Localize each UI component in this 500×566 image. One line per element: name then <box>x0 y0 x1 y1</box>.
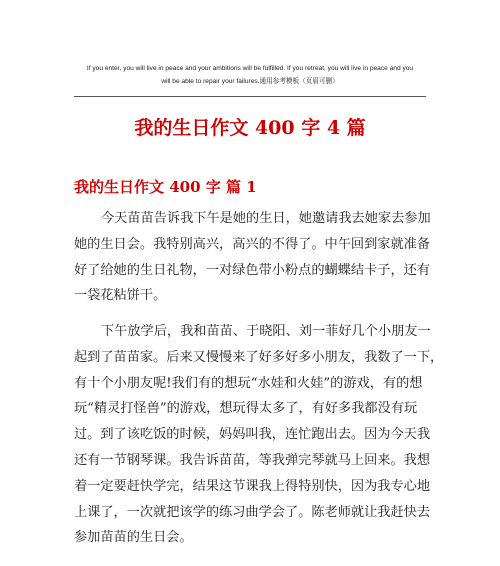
paragraph-line: 过。到了该吃饭的时候，妈妈叫我，连忙跑出去。因为今天我 <box>74 427 431 443</box>
header-divider <box>74 96 426 97</box>
paragraph-line: 一袋花粘饼干。 <box>74 288 167 304</box>
paragraph-line: 下午放学后，我和苗苗、于晓阳、刘一菲好几个小朋友一 <box>101 324 431 339</box>
paragraph-line: 玩“精灵打怪兽”的游戏，想玩得太多了，有好多我都没有玩 <box>74 401 418 417</box>
paragraph-line: 着一定要赶快学完，结果这节课我上得特别快，因为我专心地 <box>74 478 431 494</box>
paragraph-line: 起到了苗苗家。后来又慢慢来了好多好多小朋友，我数了一下， <box>74 349 444 365</box>
paragraph-2 <box>74 319 444 551</box>
section-title: 我的生日作文 400 字 篇 1 <box>74 178 257 196</box>
header-line-2: will be able to repair your failures.通用参考模板（页眉可删） <box>161 78 339 85</box>
document-title: 我的生日作文 400 字 4 篇 <box>134 117 366 139</box>
paragraph-line: 上课了，一次就把该学的练习曲学会了。陈老师就让我赶快去 <box>74 504 431 520</box>
paragraph-line: 参加苗苗的生日会。 <box>74 530 193 546</box>
header-line-1: If you enter, you will live in peace and your ambitions will be fulfilled. If you retreat, you will live in peace and you <box>86 65 414 72</box>
paragraph-1 <box>74 206 430 309</box>
paragraph-line: 好了给她的生日礼物，一对绿色带小粉点的蝴蝶结卡子，还有 <box>74 262 431 278</box>
paragraph-line: 今天苗苗告诉我下午是她的生日，她邀请我去她家去参加 <box>101 211 431 226</box>
paragraph-line: 还有一节钢琴课。我告诉苗苗，等我弹完琴就马上回来。我想 <box>74 452 431 468</box>
page-header <box>60 62 440 88</box>
paragraph-line: 有十个小朋友呢!我们有的想玩“水娃和火娃”的游戏，有的想 <box>74 375 423 391</box>
paragraph-line: 她的生日会。我特别高兴，高兴的不得了。中午回到家就准备 <box>74 236 431 252</box>
